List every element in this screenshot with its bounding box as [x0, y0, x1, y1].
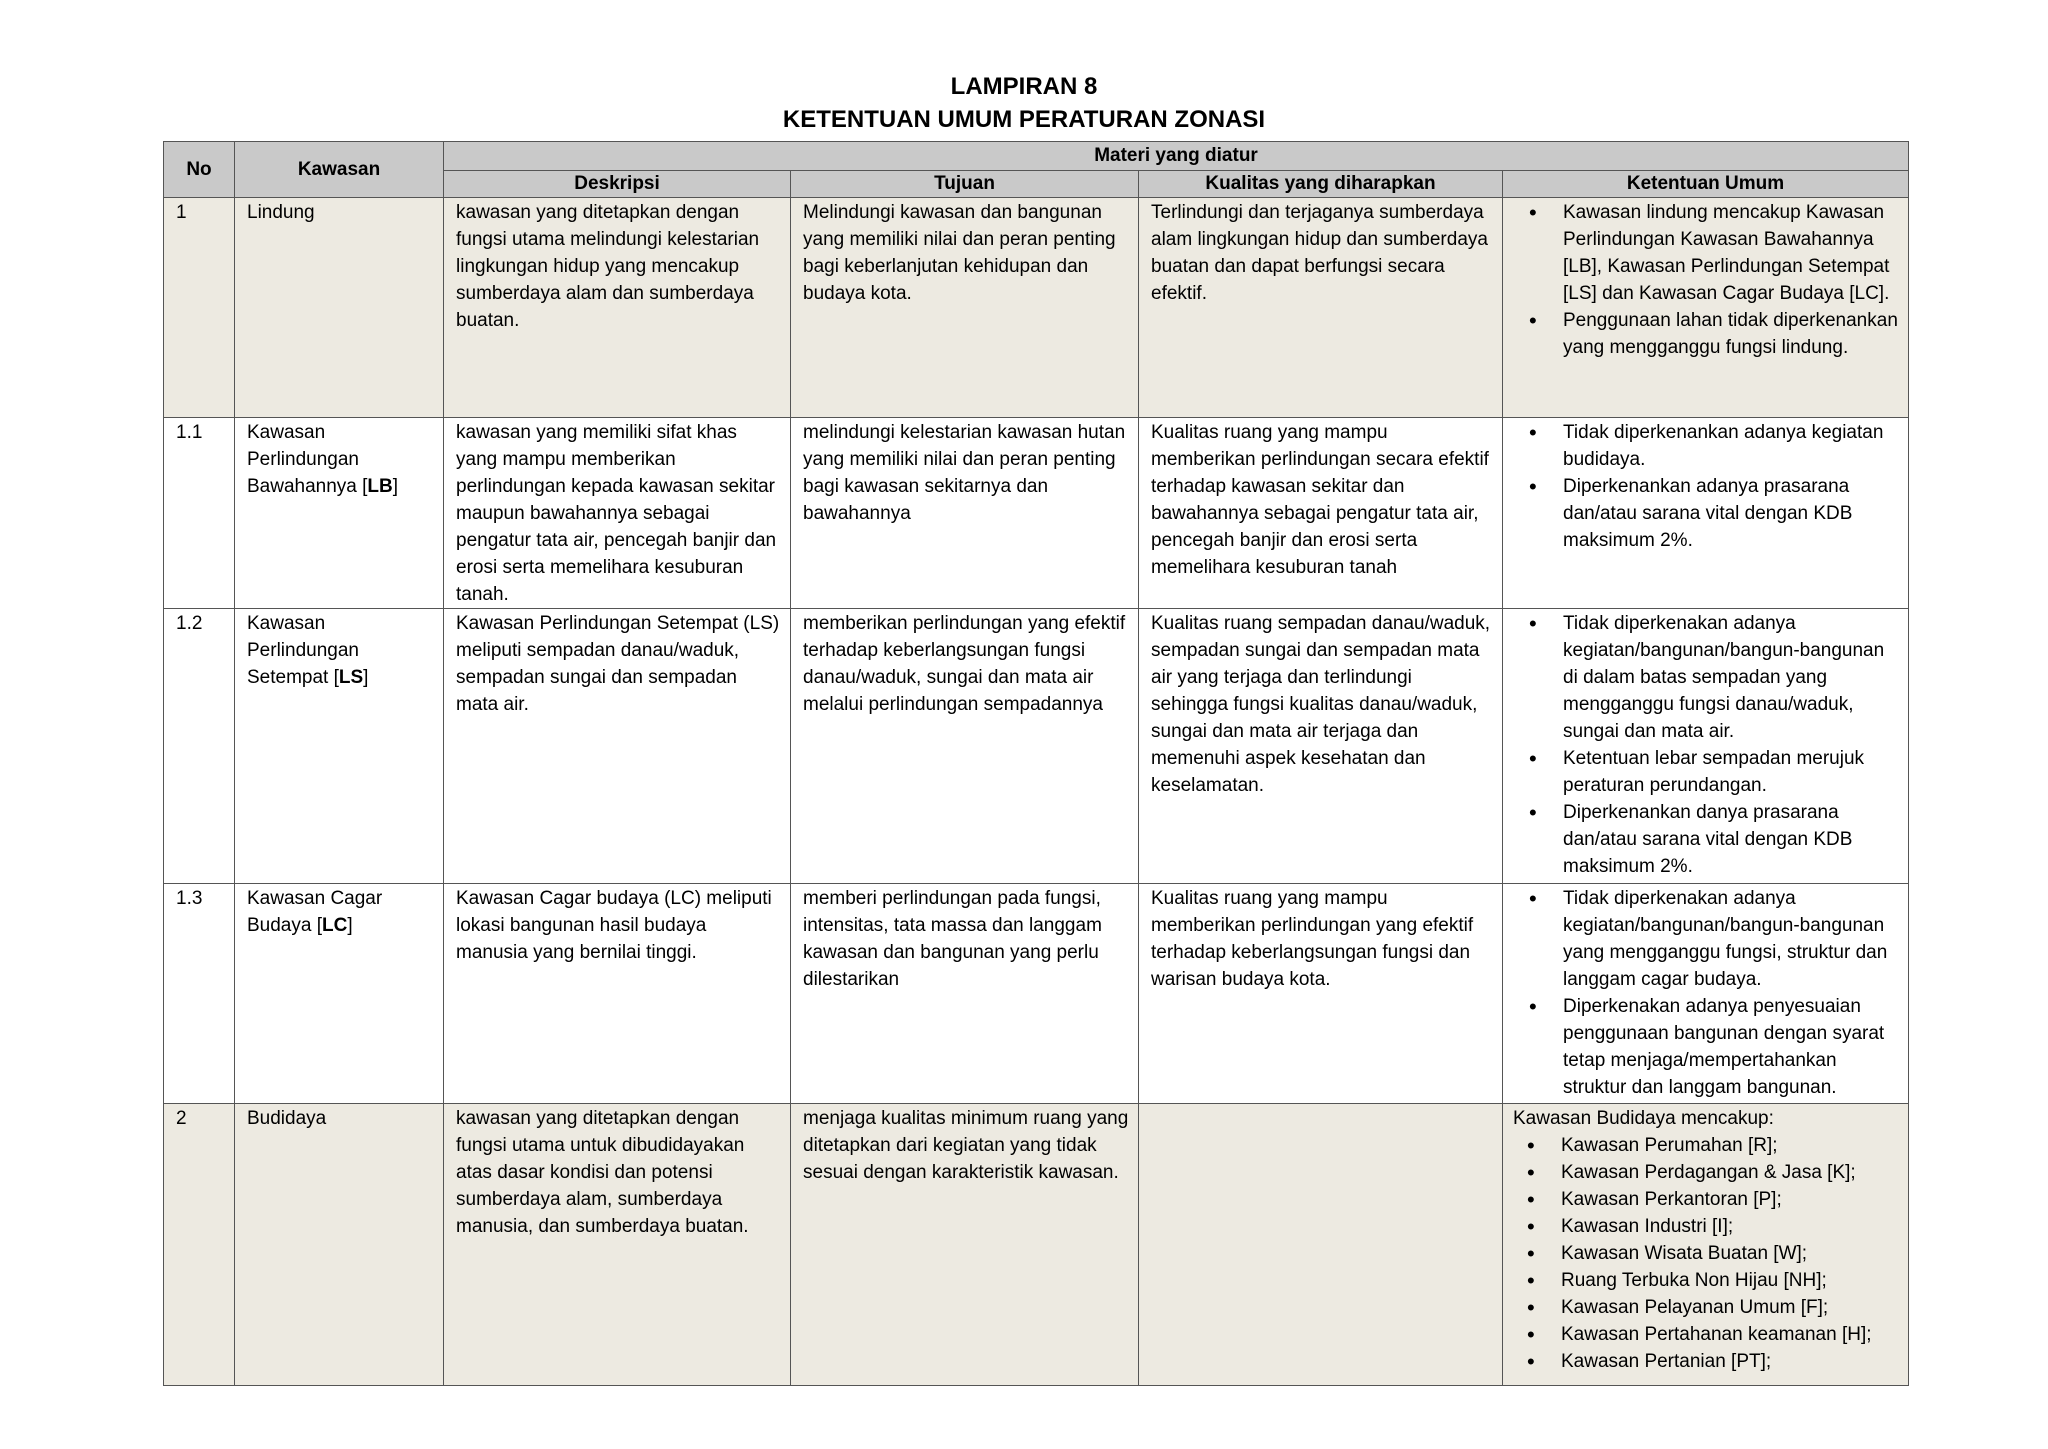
- cell-kualitas: Kualitas ruang yang mampu memberikan perlindungan secara efektif terhadap kawasan sekitar dan bawahannya sebagai pengatur tata air, pencegah banjir dan erosi serta memelihara kesuburan tanah: [1139, 418, 1503, 609]
- cell-no: 1.1: [164, 418, 235, 609]
- header-no: No: [164, 142, 235, 198]
- list-item: • Diperkenakan adanya penyesuaian penggunaan bangunan dengan syarat tetap menjaga/mempertahankan struktur dan langgam bangunan.: [1563, 993, 1900, 1101]
- cell-tujuan: menjaga kualitas minimum ruang yang ditetapkan dari kegiatan yang tidak sesuai dengan karakteristik kawasan.: [791, 1104, 1139, 1386]
- header-kawasan: Kawasan: [235, 142, 444, 198]
- list-item: • Kawasan Perumahan [R];: [1561, 1132, 1900, 1159]
- table-row: [164, 1104, 1909, 1386]
- header-tujuan: Tujuan: [791, 171, 1139, 198]
- cell-no: 1.2: [164, 609, 235, 884]
- cell-kawasan: Lindung: [235, 198, 444, 418]
- list-item: • Tidak diperkenankan adanya kegiatan budidaya.: [1563, 419, 1900, 473]
- ketentuan-list: [1515, 610, 1900, 880]
- cell-kawasan: Budidaya: [235, 1104, 444, 1386]
- cell-tujuan: memberi perlindungan pada fungsi, intensitas, tata massa dan langgam kawasan dan bangunan yang perlu dilestarikan: [791, 884, 1139, 1104]
- cell-kualitas: [1139, 1104, 1503, 1386]
- list-item: • Kawasan Pertahanan keamanan [H];: [1561, 1321, 1900, 1348]
- list-item: • Diperkenankan adanya prasarana dan/atau sarana vital dengan KDB maksimum 2%.: [1563, 473, 1900, 554]
- ketentuan-list: [1513, 1132, 1900, 1375]
- ketentuan-list: [1515, 419, 1900, 554]
- cell-ketentuan: [1503, 884, 1909, 1104]
- list-item: • Ruang Terbuka Non Hijau [NH];: [1561, 1267, 1900, 1294]
- cell-kualitas: Kualitas ruang sempadan danau/waduk, sempadan sungai dan sempadan mata air yang terjaga dan terlindungi sehingga fungsi kualitas danau/waduk, sungai dan mata air terjaga dan memenuhi aspek kesehatan dan keselamatan.: [1139, 609, 1503, 884]
- cell-deskripsi: Kawasan Perlindungan Setempat (LS) meliputi sempadan danau/waduk, sempadan sungai dan sempadan mata air.: [444, 609, 791, 884]
- table-row: [164, 418, 1909, 609]
- table-row: [164, 198, 1909, 418]
- document-subtitle: KETENTUAN UMUM PERATURAN ZONASI: [782, 106, 1266, 133]
- cell-ketentuan: [1503, 1104, 1909, 1386]
- cell-deskripsi: kawasan yang ditetapkan dengan fungsi utama melindungi kelestarian lingkungan hidup yang mencakup sumberdaya alam dan sumberdaya buatan.: [444, 198, 791, 418]
- list-item: • Kawasan lindung mencakup Kawasan Perlindungan Kawasan Bawahannya [LB], Kawasan Perlindungan Setempat [LS] dan Kawasan Cagar Budaya [LC].: [1563, 199, 1900, 307]
- header-kualitas: Kualitas yang diharapkan: [1139, 171, 1503, 198]
- kawasan-code: LB: [367, 476, 393, 497]
- kawasan-name: Kawasan Perlindungan Bawahannya [: [247, 422, 368, 497]
- document-title: LAMPIRAN 8: [950, 73, 1098, 100]
- list-item: • Kawasan Industri [I];: [1561, 1213, 1900, 1240]
- ketentuan-intro: Kawasan Budidaya mencakup:: [1513, 1108, 1774, 1129]
- table-row: [164, 884, 1909, 1104]
- kawasan-bracket: ]: [363, 667, 369, 688]
- kawasan-name: Kawasan Perlindungan Setempat [: [247, 613, 359, 688]
- list-item: • Ketentuan lebar sempadan merujuk peraturan perundangan.: [1563, 745, 1900, 799]
- kawasan-bracket: ]: [347, 915, 353, 936]
- list-item: • Tidak diperkenakan adanya kegiatan/bangunan/bangun-bangunan yang mengganggu fungsi, struktur dan langgam cagar budaya.: [1563, 885, 1900, 993]
- table-row: [164, 609, 1909, 884]
- ketentuan-list: [1515, 885, 1900, 1101]
- cell-deskripsi: Kawasan Cagar budaya (LC) meliputi lokasi bangunan hasil budaya manusia yang bernilai tinggi.: [444, 884, 791, 1104]
- list-item: • Kawasan Pertanian [PT];: [1561, 1348, 1900, 1375]
- cell-deskripsi: kawasan yang memiliki sifat khas yang mampu memberikan perlindungan kepada kawasan sekitar maupun bawahannya sebagai pengatur tata air, pencegah banjir dan erosi serta memelihara kesuburan tanah.: [444, 418, 791, 609]
- kawasan-bracket: ]: [392, 476, 399, 497]
- list-item: • Penggunaan lahan tidak diperkenankan yang mengganggu fungsi lindung.: [1563, 307, 1900, 361]
- header-materi: Materi yang diatur: [444, 142, 1909, 171]
- cell-deskripsi: kawasan yang ditetapkan dengan fungsi utama untuk dibudidayakan atas dasar kondisi dan potensi sumberdaya alam, sumberdaya manusia, dan sumberdaya buatan.: [444, 1104, 791, 1386]
- header-ketentuan: Ketentuan Umum: [1503, 171, 1909, 198]
- cell-kawasan: [235, 418, 444, 609]
- cell-tujuan: melindungi kelestarian kawasan hutan yang memiliki nilai dan peran penting bagi kawasan sekitarnya dan bawahannya: [791, 418, 1139, 609]
- zoning-regulation-table: [163, 141, 1909, 1386]
- kawasan-code: LC: [322, 915, 348, 936]
- cell-ketentuan: [1503, 609, 1909, 884]
- list-item: • Kawasan Wisata Buatan [W];: [1561, 1240, 1900, 1267]
- list-item: • Kawasan Perkantoran [P];: [1561, 1186, 1900, 1213]
- cell-ketentuan: [1503, 198, 1909, 418]
- list-item: • Kawasan Perdagangan & Jasa [K];: [1561, 1159, 1900, 1186]
- cell-ketentuan: [1503, 418, 1909, 609]
- document-title-block: [0, 70, 2048, 136]
- list-item: • Kawasan Pelayanan Umum [F];: [1561, 1294, 1900, 1321]
- cell-no: 1.3: [164, 884, 235, 1104]
- cell-tujuan: memberikan perlindungan yang efektif terhadap keberlangsungan fungsi danau/waduk, sungai dan mata air melalui perlindungan sempadannya: [791, 609, 1139, 884]
- header-deskripsi: Deskripsi: [444, 171, 791, 198]
- list-item: • Tidak diperkenakan adanya kegiatan/bangunan/bangun-bangunan di dalam batas sempadan yang mengganggu fungsi danau/waduk, sungai dan mata air.: [1563, 610, 1900, 745]
- cell-no: 1: [164, 198, 235, 418]
- cell-tujuan: Melindungi kawasan dan bangunan yang memiliki nilai dan peran penting bagi keberlanjutan kehidupan dan budaya kota.: [791, 198, 1139, 418]
- cell-kawasan: [235, 884, 444, 1104]
- list-item: • Diperkenankan danya prasarana dan/atau sarana vital dengan KDB maksimum 2%.: [1563, 799, 1900, 880]
- ketentuan-list: [1515, 199, 1900, 361]
- cell-kualitas: Terlindungi dan terjaganya sumberdaya alam lingkungan hidup dan sumberdaya buatan dan dapat berfungsi secara efektif.: [1139, 198, 1503, 418]
- cell-kualitas: Kualitas ruang yang mampu memberikan perlindungan yang efektif terhadap keberlangsungan fungsi dan warisan budaya kota.: [1139, 884, 1503, 1104]
- cell-no: 2: [164, 1104, 235, 1386]
- kawasan-name: Kawasan Cagar Budaya [: [247, 888, 383, 936]
- cell-kawasan: [235, 609, 444, 884]
- kawasan-code: LS: [338, 667, 364, 688]
